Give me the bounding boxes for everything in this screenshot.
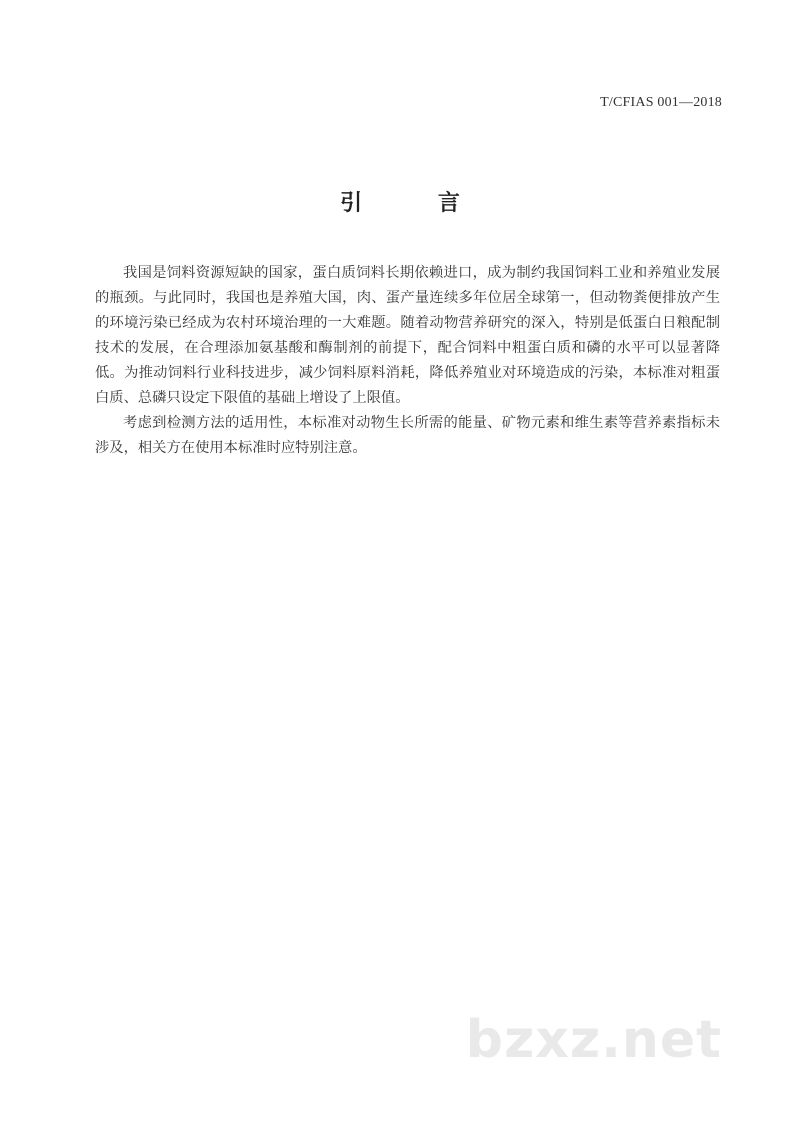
- section-title: 引 言: [340, 191, 494, 216]
- paragraph: 考虑到检测方法的适用性，本标准对动物生长所需的能量、矿物元素和维生素等营养素指标未涉及，相关方在使用本标准时应特别注意。: [95, 415, 720, 456]
- document-code: T/CFIAS 001—2018: [600, 95, 722, 110]
- watermark: bzxz.net: [465, 1010, 722, 1070]
- paragraph: 我国是饲料资源短缺的国家，蛋白质饲料长期依赖进口，成为制约我国饲料工业和养殖业发展的瓶颈。与此同时，我国也是养殖大国，肉、蛋产量连续多年位居全球第一，但动物粪便排放产生的环境污染已经成为农村环境治理的一大难题。随着动物营养研究的深入，特别是低蛋白日粮配制技术的发展，在合理添加氨基酸和酶制剂的前提下，配合饲料中粗蛋白质和磷的水平可以显著降低。为推动饲料行业科技进步，减少饲料原料消耗，降低养殖业对环境造成的污染，本标准对粗蛋白质、总磷只设定下限值的基础上增设了上限值。: [95, 265, 720, 406]
- document-body: [95, 261, 720, 461]
